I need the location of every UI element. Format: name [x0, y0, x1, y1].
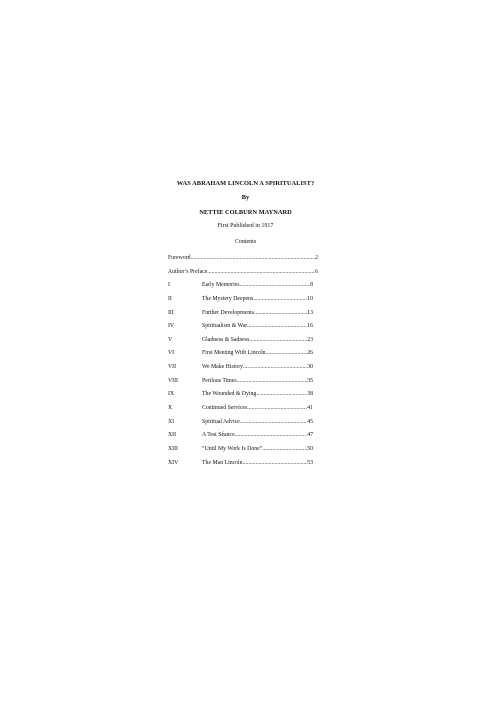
publication-note: First Published in 1917 [217, 223, 274, 229]
toc-dot-leader [240, 279, 311, 293]
author-name: NETTIE COLBURN MAYNARD [199, 209, 292, 216]
toc-chapter-entry [168, 334, 318, 348]
toc-chapter-entry [168, 457, 318, 471]
toc-dot-leader [235, 429, 308, 443]
toc-page-number: 2 [315, 255, 318, 261]
toc-dot-leader [191, 252, 316, 266]
toc-dot-leader [243, 361, 307, 375]
toc-chapter-entry [168, 429, 318, 443]
toc-chapter-number: VIII [168, 377, 178, 384]
toc-chapter-entry [168, 293, 318, 307]
toc-chapter-number: IX [168, 391, 175, 398]
toc-chapter-entry [168, 375, 318, 389]
toc-chapter-number: IV [168, 323, 175, 330]
toc-page-number: 8 [310, 282, 313, 289]
toc-chapter-number: II [168, 295, 172, 302]
toc-page-number: 53 [307, 459, 313, 466]
toc-entry-authors-preface [168, 266, 318, 280]
toc-dot-leader [254, 307, 307, 321]
toc-entry-label: The Mystery Deepens [202, 295, 254, 302]
toc-page-number: 13 [307, 309, 313, 316]
toc-chapter-number: VI [168, 350, 175, 357]
toc-dot-leader [240, 416, 307, 430]
toc-page-number: 41 [307, 405, 313, 412]
toc-dot-leader [243, 457, 308, 471]
toc-page-number: 38 [307, 391, 313, 398]
toc-entry-label: Gladness & Sadness [202, 336, 250, 343]
toc-entry-label: We Make History [202, 364, 244, 371]
toc-chapter-entry [168, 347, 318, 361]
toc-chapter-entry [168, 307, 318, 321]
toc-entry-label: Spiritual Advice [202, 418, 240, 425]
toc-entry-label: Early Memories [202, 282, 240, 289]
toc-chapter-entry [168, 416, 318, 430]
toc-chapter-entry [168, 279, 318, 293]
toc-entry-label: Perilous Times [202, 377, 237, 384]
toc-chapter-entry [168, 361, 318, 375]
contents-heading: Contents [234, 239, 257, 245]
toc-page-number: 47 [307, 432, 313, 439]
toc-page-number: 30 [307, 364, 313, 371]
toc-dot-leader [247, 402, 307, 416]
toc-page-number: 45 [307, 418, 313, 425]
toc-chapter-entry [168, 388, 318, 402]
toc-entry-label: Author’s Preface [168, 268, 208, 275]
toc-dot-leader [262, 443, 307, 457]
toc-entry-label: Spiritualism & War [202, 323, 248, 330]
toc-dot-leader [256, 388, 307, 402]
toc-chapter-number: VII [168, 364, 177, 371]
toc-entry-label: First Meeting With Lincoln [202, 350, 266, 357]
toc-chapter-number: XII [168, 432, 177, 439]
toc-chapter-entry [168, 320, 318, 334]
toc-entry-foreword [168, 252, 318, 266]
toc-chapter-number: XIV [168, 459, 179, 466]
toc-page-number: 26 [307, 350, 313, 357]
toc-entry-label: Foreword [168, 255, 191, 261]
toc-chapter-number: X [168, 405, 173, 412]
toc-dot-leader [253, 293, 307, 307]
toc-entry-label: “Until My Work Is Done” [202, 445, 263, 452]
toc-dot-leader [237, 375, 308, 389]
toc-dot-leader [249, 334, 307, 348]
toc-entry-label: The Man Lincoln [202, 459, 243, 466]
toc-entry-label: Continued Services [202, 405, 248, 412]
toc-page-number: 16 [307, 323, 313, 330]
toc-chapter-number: III [168, 309, 174, 316]
toc-chapter-number: XIII [168, 445, 178, 452]
toc-entry-label: The Wounded & Dying [202, 391, 257, 398]
toc-page-number: 35 [307, 377, 313, 384]
toc-page-number: 10 [307, 295, 313, 302]
toc-chapter-number: I [168, 282, 170, 289]
toc-page-number: 6 [315, 268, 318, 275]
toc-chapter-number: V [168, 336, 173, 343]
toc-entry-label: Further Developments [202, 309, 254, 316]
byline-label: By [241, 194, 250, 201]
toc-dot-leader [247, 320, 307, 334]
toc-dot-leader [207, 266, 315, 280]
book-title: WAS ABRAHAM LINCOLN A SPIRITUALIST? [176, 180, 315, 187]
toc-dot-leader [266, 347, 308, 361]
toc-chapter-entry [168, 443, 318, 457]
toc-page-number: 50 [307, 445, 313, 452]
table-of-contents [168, 252, 318, 470]
toc-chapter-entry [168, 402, 318, 416]
toc-entry-label: A Test Séance [202, 432, 235, 439]
toc-chapter-number: XI [168, 418, 175, 425]
toc-page-number: 23 [307, 336, 313, 343]
